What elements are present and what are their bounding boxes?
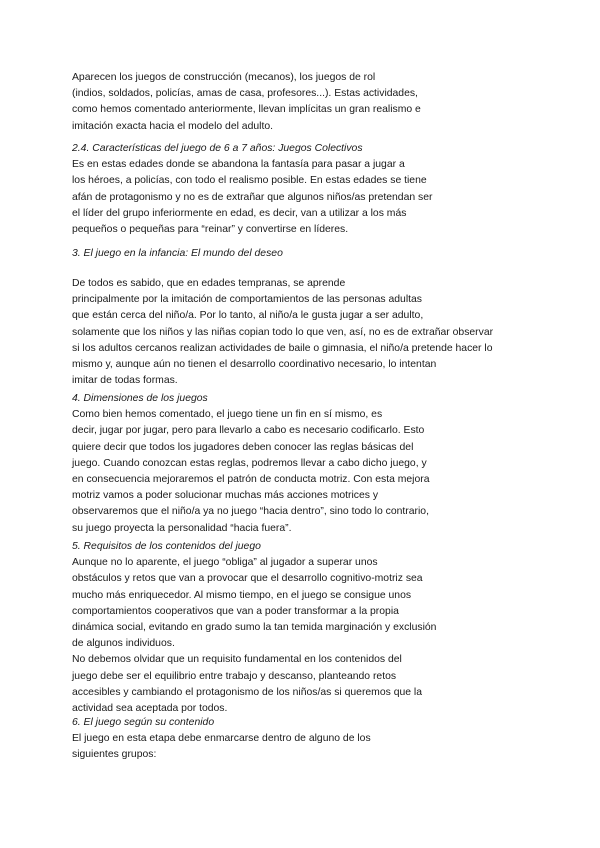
- section-2-4-line-2: los héroes, a policías, con todo el realismo posible. En estas edades se tiene: [72, 175, 427, 187]
- section-4-line-4: juego. Cuando conozcan estas reglas, podremos llevar a cabo dicho juego, y: [72, 457, 427, 469]
- section-5-line-4: comportamientos cooperativos que van a poder transformar a la propia: [72, 605, 399, 617]
- section-5-line-1: Aunque no lo aparente, el juego “obliga” al jugador a superar unos: [72, 557, 378, 569]
- section-3-line-4: solamente que los niños y las niñas copian todo lo que ven, así, no es de extrañar observar: [72, 326, 494, 338]
- section-2-4-line-5: pequeños o pequeñas para “reinar” y convertirse en líderes.: [72, 224, 349, 236]
- section-5-line-8: juego debe ser el equilibrio entre trabajo y descanso, planteando retos: [72, 670, 397, 682]
- section-3-heading-block: [72, 246, 542, 262]
- section-5-line-6: de algunos individuos.: [72, 638, 175, 650]
- section-4-heading: 4. Dimensiones de los juegos: [72, 393, 208, 404]
- intro-line-3: como hemos comentado anteriormente, llevan implícitas un gran realismo e: [72, 104, 421, 116]
- intro-line-4: imitación exacta hacia el modelo del adulto.: [72, 120, 274, 132]
- section-3-line-3: que están cerca del niño/a. Por lo tanto, al niño/a le gusta jugar a ser adulto,: [72, 310, 424, 322]
- section-5-line-5: dinámica social, evitando en grado sumo la tan temida marginación y exclusión: [72, 622, 437, 634]
- section-4-line-6: motriz vamos a poder solucionar muchas más acciones motrices y: [72, 490, 379, 502]
- intro-paragraph: [72, 70, 542, 135]
- section-2-4: [72, 141, 542, 238]
- section-4-line-1: Como bien hemos comentado, el juego tiene un fin en sí mismo, es: [72, 409, 383, 421]
- section-3-line-1: De todos es sabido, que en edades tempranas, se aprende: [72, 278, 346, 289]
- section-4-line-3: quiere decir que todos los jugadores deben conocer las reglas básicas del: [72, 441, 414, 453]
- section-3-line-6: mismo y, aunque aún no tienen el desarrollo coordinativo necesario, lo intentan: [72, 359, 437, 371]
- section-4-line-2: decir, jugar por jugar, pero para llevarlo a cabo es necesario codificarlo. Esto: [72, 425, 425, 437]
- section-3-line-5: si los adultos cercanos realizan actividades de baile o gimnasia, el niño/a pretende hacer lo: [72, 342, 493, 354]
- section-6-line-1: El juego en esta etapa debe enmarcarse dentro de alguno de los: [72, 733, 371, 745]
- section-3-heading: 3. El juego en la infancia: El mundo del deseo: [72, 248, 283, 259]
- section-2-4-line-3: afán de protagonismo y no es de extrañar que algunos niños/as pretendan ser: [72, 191, 433, 203]
- section-6: [72, 715, 542, 764]
- section-5: [72, 539, 542, 717]
- intro-line-1: Aparecen los juegos de construcción (mecanos), los juegos de rol: [72, 72, 376, 83]
- section-4-line-5: en consecuencia mejoraremos el patrón de conducta motriz. Con esta mejora: [72, 474, 430, 486]
- section-3-line-2: principalmente por la imitación de comportamientos de las personas adultas: [72, 294, 423, 306]
- section-2-4-heading: 2.4. Características del juego de 6 a 7 años: Juegos Colectivos: [72, 143, 363, 154]
- section-4-line-7: observaremos que el niño/a ya no juego “hacia dentro”, sino todo lo contrario,: [72, 506, 429, 518]
- section-5-line-2: obstáculos y retos que van a provocar que el desarrollo cognitivo-motriz sea: [72, 573, 423, 585]
- section-4-line-8: su juego proyecta la personalidad “hacia fuera”.: [72, 522, 292, 534]
- section-5-line-3: mucho más enriquecedor. Al mismo tiempo, en el juego se consigue unos: [72, 589, 412, 601]
- section-6-heading: 6. El juego según su contenido: [72, 717, 215, 728]
- section-2-4-line-4: el líder del grupo inferiormente en edad, es decir, van a utilizar a los más: [72, 207, 407, 219]
- section-5-heading: 5. Requisitos de los contenidos del juego: [72, 541, 261, 552]
- section-5-line-7: No debemos olvidar que un requisito fundamental en los contenidos del: [72, 654, 402, 666]
- section-6-line-2: siguientes grupos:: [72, 749, 157, 761]
- section-5-line-9: accesibles y cambiando el protagonismo de los niños/as si queremos que la: [72, 686, 423, 698]
- section-5-line-10: actividad sea aceptada por todos.: [72, 703, 228, 715]
- section-4: [72, 391, 542, 537]
- section-2-4-line-1: Es en estas edades donde se abandona la fantasía para pasar a jugar a: [72, 159, 405, 171]
- intro-line-2: (indios, soldados, policías, amas de casa, profesores...). Estas actividades,: [72, 88, 418, 100]
- section-3-line-7: imitar de todas formas.: [72, 375, 178, 387]
- section-3-body: [72, 276, 542, 389]
